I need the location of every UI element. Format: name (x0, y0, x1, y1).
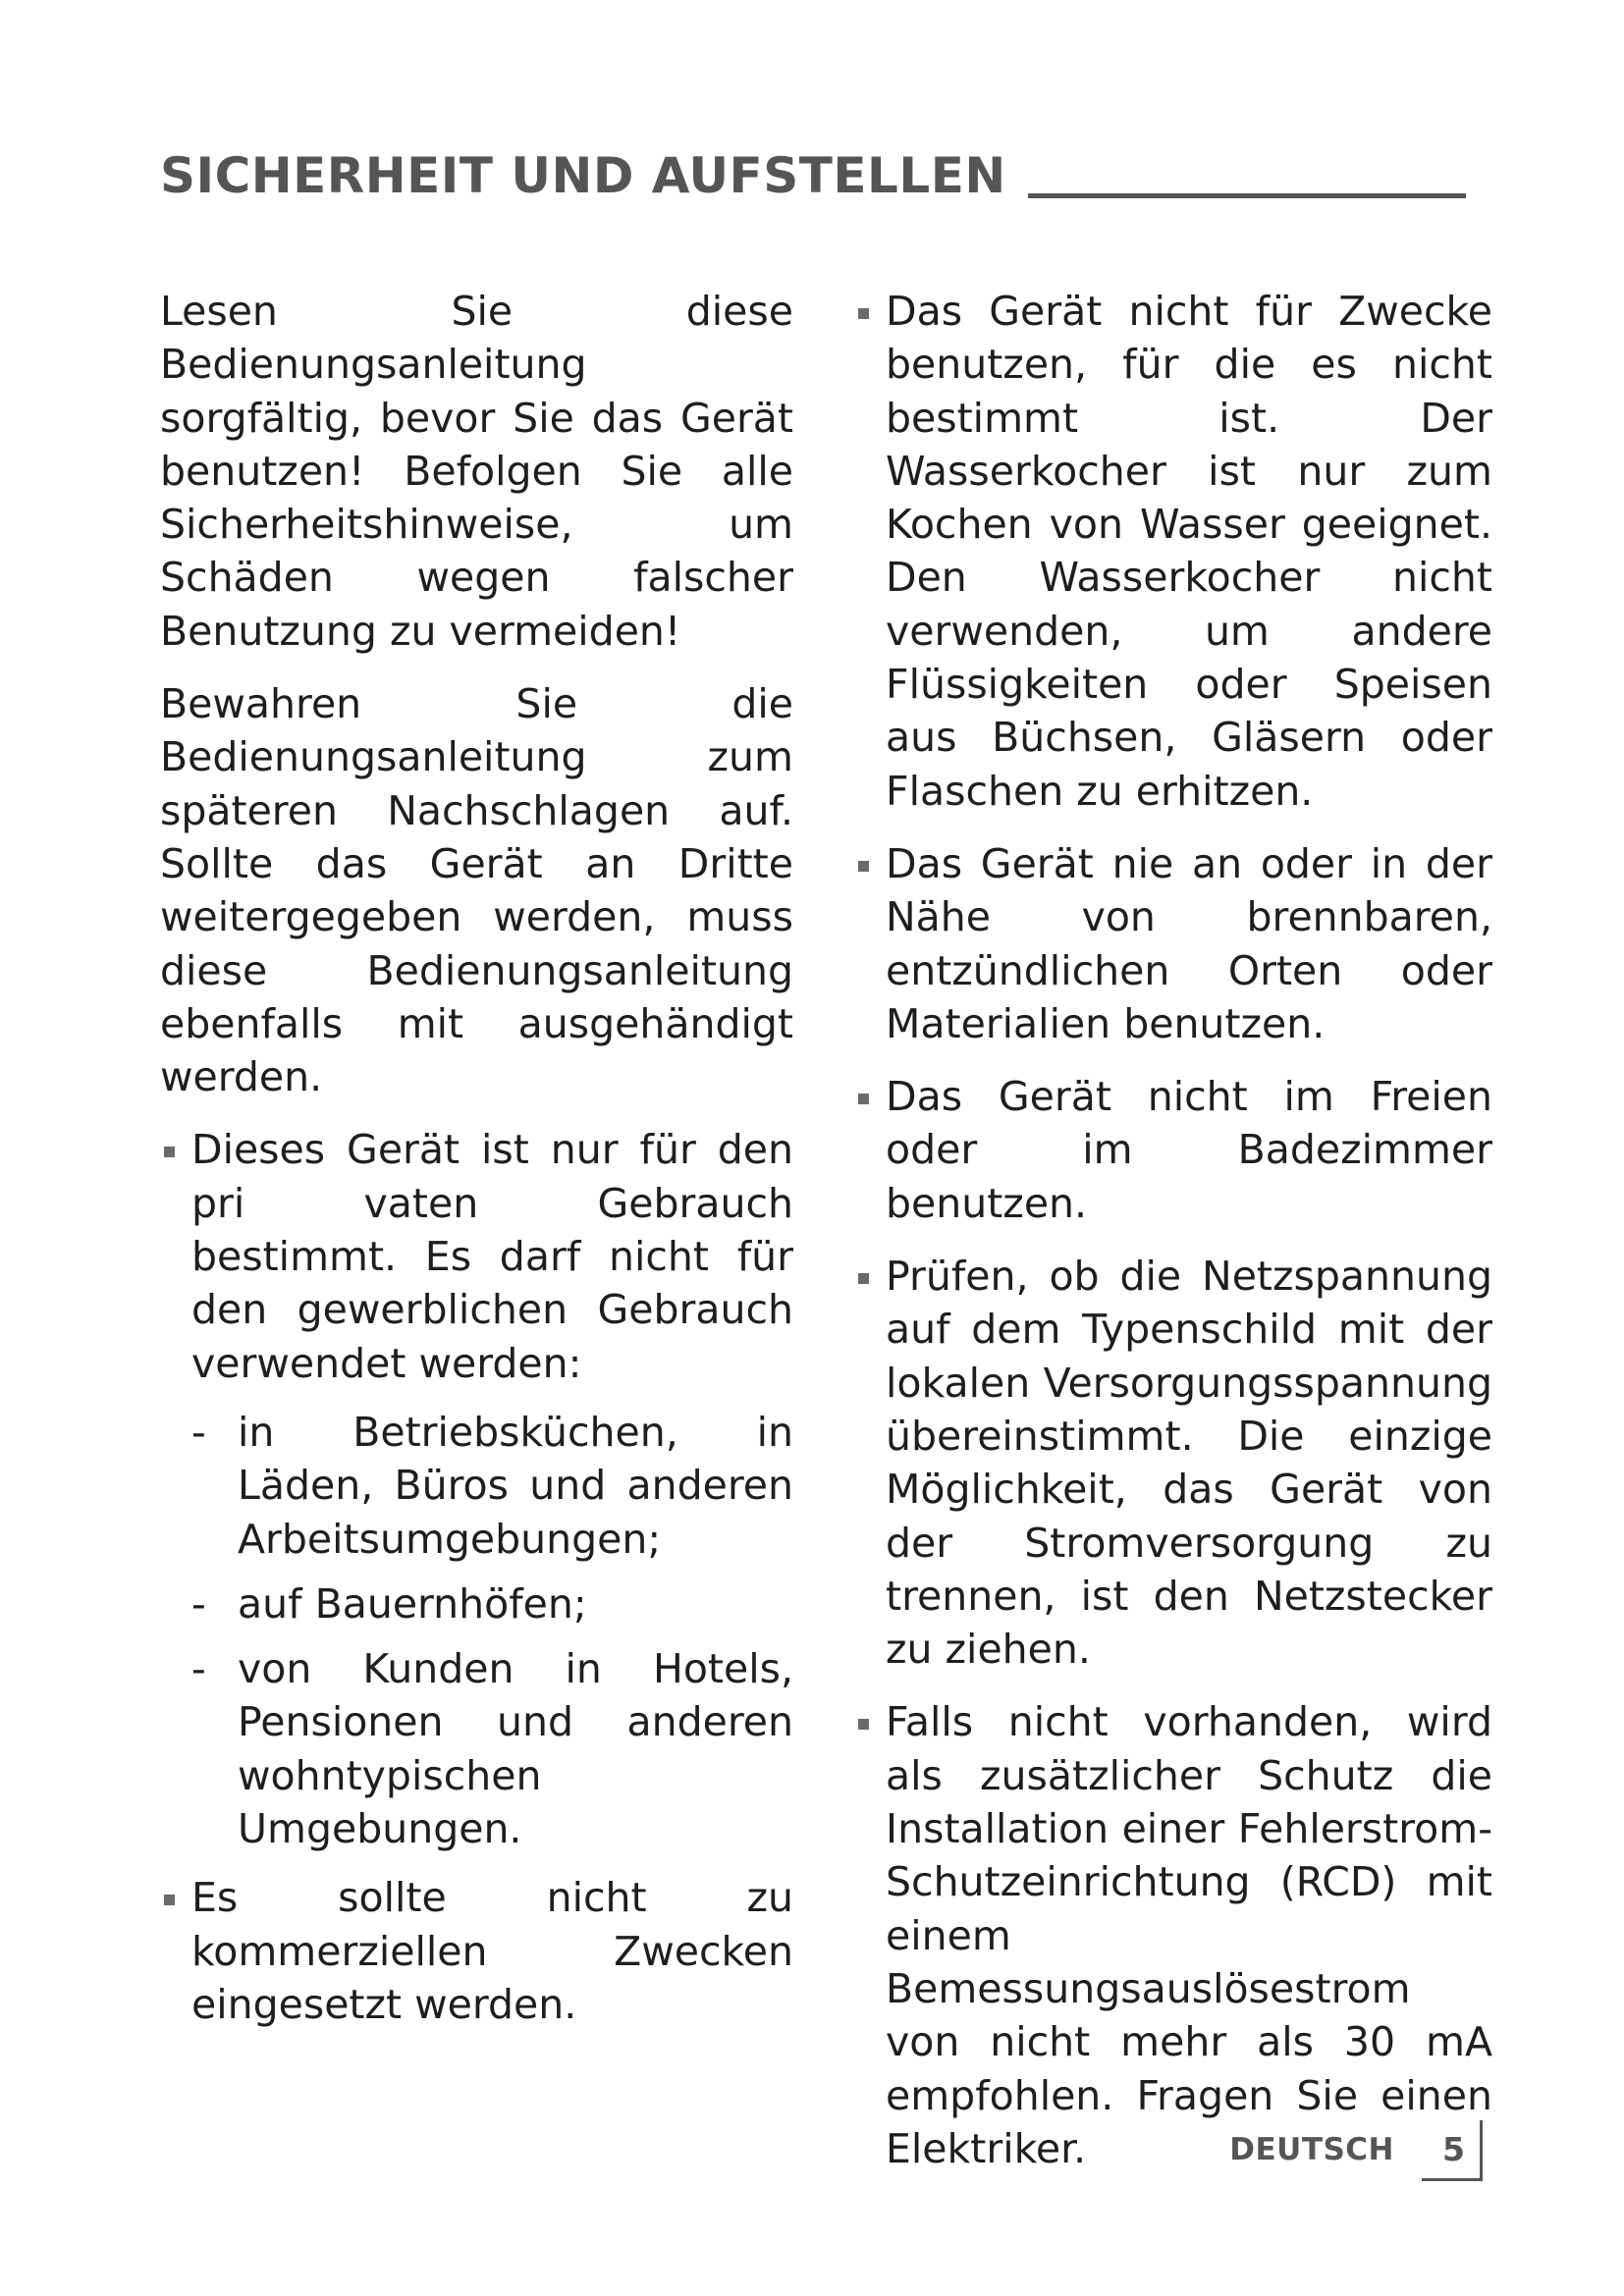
page-number: 5 (1442, 2130, 1465, 2168)
footer-language: DEUTSCH (1229, 2132, 1394, 2167)
bullet-text: Das Gerät nicht im Freien oder im Badezimmer benutzen. (886, 1073, 1492, 1227)
bullet-item (854, 1695, 1492, 2175)
section-heading (160, 147, 1466, 204)
bullet-text: Das Gerät nie an oder in der Nähe von brennbaren, entzündlichen Orten oder Materialien benutzen. (886, 839, 1492, 1047)
bullet-square-icon (858, 1094, 869, 1104)
sub-list (191, 1406, 793, 1855)
bullet-square-icon (164, 1895, 175, 1905)
sub-list-item (191, 1577, 793, 1630)
bullet-text: Dieses Gerät ist nur für den pri vaten Gebrauch bestimmt. Es darf nicht für den gewerblichen Gebrauch verwendet werden: (191, 1126, 793, 1387)
bullet-square-icon (164, 1147, 175, 1157)
footer-corner-horizontal-line (1422, 2178, 1483, 2181)
sub-item-text: auf Bauernhöfen; (238, 1579, 587, 1628)
sub-item-text: in Betriebsküchen, in Läden, Büros und anderen Arbeitsumgebungen; (238, 1408, 793, 1563)
bullet-item (854, 1250, 1492, 1676)
bullet-item (854, 1070, 1492, 1230)
bullet-item (854, 837, 1492, 1050)
left-column (160, 285, 793, 2051)
heading-rule (1028, 193, 1466, 198)
bullet-text: Falls nicht vorhanden, wird als zusätzlicher Schutz die Installation einer Fehlerstrom-Schutzeinrichtung (RCD) mit einem Bemessungsauslösestrom von nicht mehr als 30 mA empfohlen. Fragen Sie einen Elektriker. (886, 1698, 1492, 2172)
bullet-square-icon (858, 1719, 869, 1730)
right-column (854, 285, 1492, 2195)
bullet-text: Es sollte nicht zu kommerziellen Zwecken eingesetzt werden. (191, 1874, 793, 2028)
dash-marker: - (191, 1408, 206, 1456)
dash-marker: - (191, 1645, 206, 1693)
intro-paragraph-1: Lesen Sie diese Bedienungsanleitung sorgfältig, bevor Sie das Gerät benutzen! Befolgen Sie alle Sicherheitshinweise, um Schäden wegen falscher Benutzung zu vermeiden! (160, 288, 793, 655)
intro-paragraph-2: Bewahren Sie die Bedienungsanleitung zum späteren Nachschlagen auf. Sollte das Gerät an Dritte weitergegeben werden, muss diese Bedienungsanleitung ebenfalls mit ausgehändigt werden. (160, 680, 793, 1101)
bullet-item (160, 1123, 793, 1389)
bullet-item (854, 285, 1492, 818)
sub-list-item (191, 1642, 793, 1855)
bullet-square-icon (858, 308, 869, 319)
bullet-item (160, 1871, 793, 2031)
footer-corner-vertical-line (1480, 2120, 1483, 2181)
sub-list-item (191, 1406, 793, 1566)
page-title: SICHERHEIT UND AUFSTELLEN (160, 147, 1006, 204)
dash-marker: - (191, 1579, 206, 1628)
bullet-square-icon (858, 861, 869, 872)
sub-item-text: von Kunden in Hotels, Pensionen und anderen wohntypischen Umgebungen. (238, 1645, 793, 1853)
bullet-square-icon (858, 1273, 869, 1284)
bullet-text: Prüfen, ob die Netzspannung auf dem Typenschild mit der lokalen Versorgungsspannung übereinstimmt. Die einzige Möglichkeit, das Gerät von der Stromversorgung zu trennen, ist den Netzstecker zu ziehen. (886, 1253, 1492, 1674)
bullet-text: Das Gerät nicht für Zwecke benutzen, für die es nicht bestimmt ist. Der Wasserkocher ist nur zum Kochen von Wasser geeignet. Den Wasserkocher nicht verwenden, um andere Flüssigkeiten oder Speisen aus Büchsen, Gläsern oder Flaschen zu erhitzen. (886, 288, 1492, 815)
page-footer (1218, 2120, 1492, 2189)
